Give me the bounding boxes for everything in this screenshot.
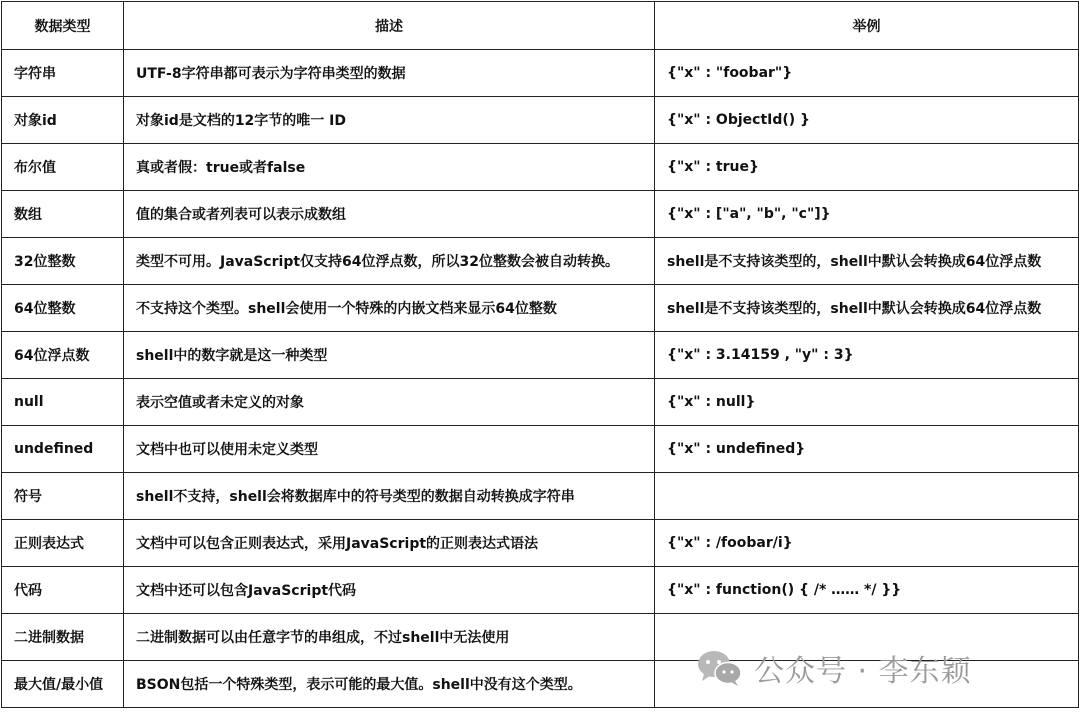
example-cell: {"x" : undefined} <box>655 426 1079 473</box>
description-cell: 值的集合或者列表可以表示成数组 <box>124 191 655 238</box>
type-cell: 代码 <box>2 567 124 614</box>
header-type: 数据类型 <box>2 2 124 50</box>
example-cell: shell是不支持该类型的，shell中默认会转换成64位浮点数 <box>655 238 1079 285</box>
example-cell: {"x" : function() { /* …… */ }} <box>655 567 1079 614</box>
type-cell: 64位整数 <box>2 285 124 332</box>
type-cell: null <box>2 379 124 426</box>
description-cell: 文档中可以包含正则表达式，采用JavaScript的正则表达式语法 <box>124 520 655 567</box>
description-cell: 对象id是文档的12字节的唯一 ID <box>124 97 655 144</box>
type-cell: 符号 <box>2 473 124 520</box>
type-cell: 64位浮点数 <box>2 332 124 379</box>
description-cell: 表示空值或者未定义的对象 <box>124 379 655 426</box>
table-row <box>2 332 1079 379</box>
watermark <box>696 648 972 688</box>
table-row <box>2 191 1079 238</box>
table-row <box>2 520 1079 567</box>
table-row <box>2 473 1079 520</box>
table-row <box>2 285 1079 332</box>
table-row <box>2 567 1079 614</box>
description-cell: 二进制数据可以由任意字节的串组成，不过shell中无法使用 <box>124 614 655 661</box>
wechat-icon <box>696 648 744 688</box>
watermark-text: 公众号 · 李东颖 <box>754 654 972 689</box>
description-cell: 类型不可用。JavaScript仅支持64位浮点数，所以32位整数会被自动转换。 <box>124 238 655 285</box>
type-cell: 对象id <box>2 97 124 144</box>
example-cell <box>655 473 1079 520</box>
type-cell: 32位整数 <box>2 238 124 285</box>
example-cell: {"x" : "foobar"} <box>655 50 1079 97</box>
description-cell: BSON包括一个特殊类型，表示可能的最大值。shell中没有这个类型。 <box>124 661 655 708</box>
type-cell: 正则表达式 <box>2 520 124 567</box>
table-row <box>2 426 1079 473</box>
description-cell: 文档中也可以使用未定义类型 <box>124 426 655 473</box>
example-cell: {"x" : true} <box>655 144 1079 191</box>
description-cell: 文档中还可以包含JavaScript代码 <box>124 567 655 614</box>
description-cell: shell不支持，shell会将数据库中的符号类型的数据自动转换成字符串 <box>124 473 655 520</box>
example-cell: {"x" : ["a", "b", "c"]} <box>655 191 1079 238</box>
description-cell: 不支持这个类型。shell会使用一个特殊的内嵌文档来显示64位整数 <box>124 285 655 332</box>
table-row <box>2 238 1079 285</box>
example-cell: {"x" : ObjectId() } <box>655 97 1079 144</box>
description-cell: shell中的数字就是这一种类型 <box>124 332 655 379</box>
type-cell: 最大值/最小值 <box>2 661 124 708</box>
table-row <box>2 379 1079 426</box>
table-row <box>2 50 1079 97</box>
header-description: 描述 <box>124 2 655 50</box>
header-row <box>2 2 1079 50</box>
description-cell: UTF-8字符串都可表示为字符串类型的数据 <box>124 50 655 97</box>
example-cell: {"x" : null} <box>655 379 1079 426</box>
table-row <box>2 144 1079 191</box>
example-cell: shell是不支持该类型的，shell中默认会转换成64位浮点数 <box>655 285 1079 332</box>
data-types-table <box>1 1 1079 708</box>
type-cell: 数组 <box>2 191 124 238</box>
type-cell: 字符串 <box>2 50 124 97</box>
example-cell: {"x" : 3.14159 , "y" : 3} <box>655 332 1079 379</box>
example-cell: {"x" : /foobar/i} <box>655 520 1079 567</box>
table-row <box>2 97 1079 144</box>
type-cell: 布尔值 <box>2 144 124 191</box>
type-cell: undefined <box>2 426 124 473</box>
header-example: 举例 <box>655 2 1079 50</box>
description-cell: 真或者假：true或者false <box>124 144 655 191</box>
type-cell: 二进制数据 <box>2 614 124 661</box>
